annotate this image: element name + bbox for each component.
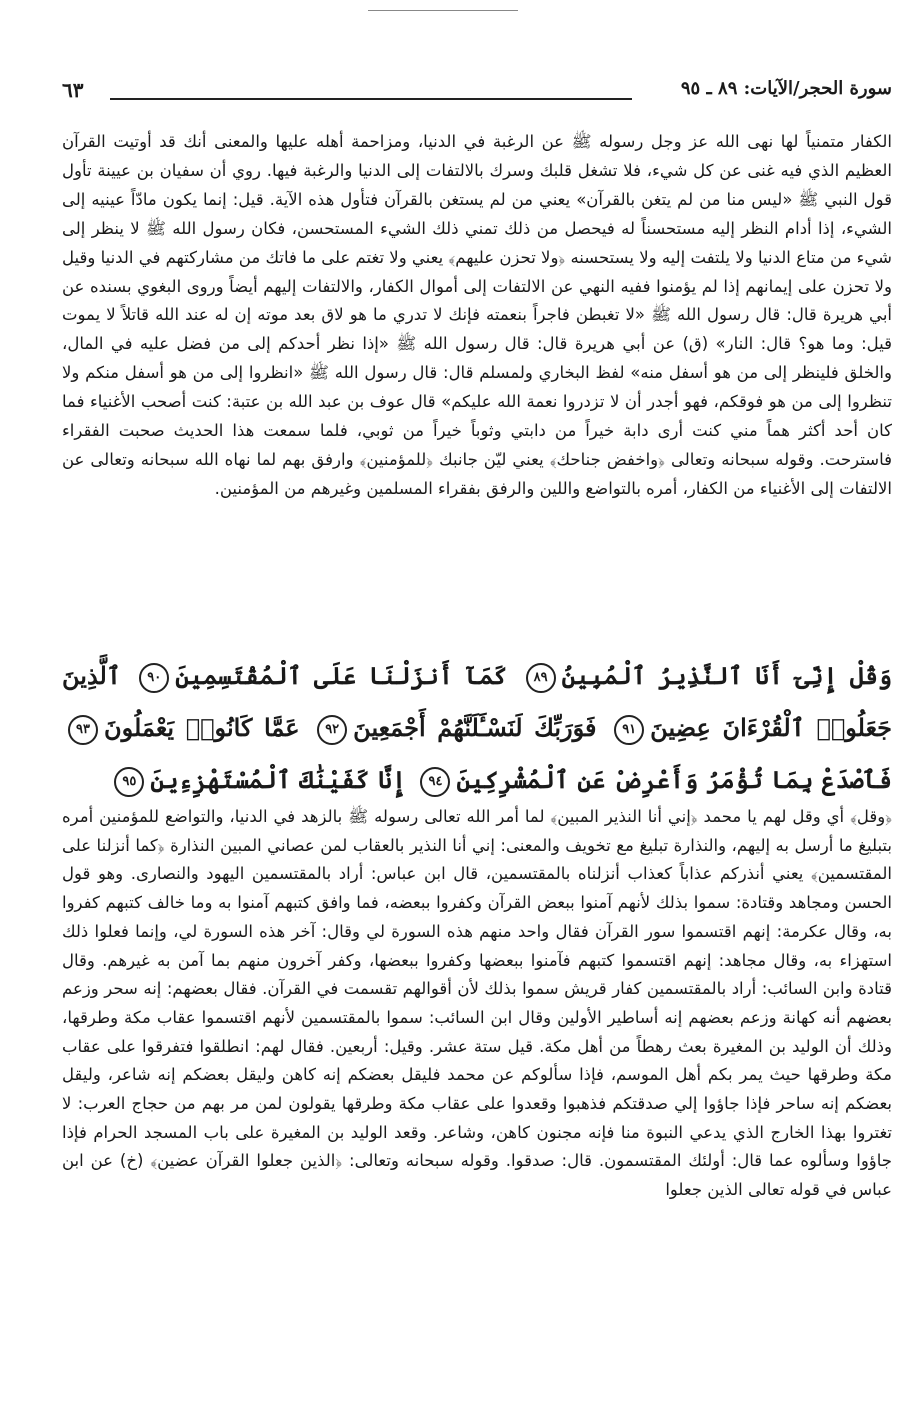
tafsir-text-bottom [62,803,892,1205]
top-scan-rule [368,10,518,11]
ayah-number-marker: ٩١ [614,715,644,745]
verse-text: عَمَّا كَانُوا۟ يَعْمَلُونَ [104,713,300,742]
verse-text: ٱلَّذِينَ جَعَلُوا۟ ٱلْقُرْءَانَ عِضِينَ [62,661,892,742]
verse-line [62,650,892,806]
ayah-number-marker: ٩٣ [68,715,98,745]
verse-text: وَقُلْ إِنِّىٓ أَنَا ٱلنَّذِيرُ ٱلْمُبِينُ [561,661,892,690]
page-number: ٦٣ [62,78,84,102]
tafsir-paragraph: ﴿وقل﴾ أي وقل لهم يا محمد ﴿إني أنا النذير المبين﴾ لما أمر الله تعالى رسوله ﷺ بالزهد في الدنيا، والتواضع للمؤمنين أمره بتبليغ ما أرسل به إليهم، والنذارة تبليغ مع تخويف والمعنى: إني أنا النذير بالعقاب لمن عصاني المبين النذارة ﴿كما أنزلنا على المقتسمين﴾ يعني أنذركم عذاباً كعذاب أنزلناه بالمقتسمين، قال ابن عباس: أراد بالمقتسمين اليهود والنصارى. وهو قول الحسن ومجاهد وقتادة: سموا بذلك لأنهم آمنوا ببعض القرآن وكفروا ببعضه، فما وافق كتبهم آمنوا به وما خالف كتبهم كفروا به، وقال عكرمة: إنهم اقتسموا سور القرآن فقال واحد منهم هذه السورة لي وقال: آخر هذه السورة لي، وإنما فعلوا ذلك استهزاء به، وقال مجاهد: إنهم اقتسموا كتبهم فآمنوا ببعضها وكفروا ببعضها، وكفر آخرون منهم بما آمن به غيرهم. وقال قتادة وابن السائب: أراد بالمقتسمين كفار قريش سموا بذلك لأن أقوالهم تقسمت في القرآن. فقال بعضهم: إنه سحر وزعم بعضهم أنه كهانة وزعم بعضهم إنه أساطير الأولين وقال ابن السائب: سموا بالمقتسمين لأنهم اقتسموا عقاب مكة وطرقها، وذلك أن الوليد بن المغيرة بعث رهطاً من أهل مكة. قيل ستة عشر. وقيل: أربعين. فقال لهم: انطلقوا فتفرقوا على عقاب مكة وطرقها حيث يمر بكم أهل الموسم، فإذا سألوكم عن محمد فليقل بعضكم إنه كاهن وليقل بعضكم إنه شاعر، وليقل بعضكم إنه ساحر فإذا جاؤوا إلي صدقتكم فذهبوا وقعدوا على عقاب مكة وطرقها يقولون لمن مر بهم من حجاج العرب: لا تغتروا بهذا الخارج الذي يدعي النبوة منا فإنه مجنون كاهن، وشاعر. وقعد الوليد بن المغيرة على باب المسجد الحرام فإذا جاؤوا وسألوه عما قال: أولئك المقتسمون. قال: صدقوا. وقوله سبحانه وتعالى: ﴿الذين جعلوا القرآن عضين﴾ (خ) عن ابن عباس في قوله تعالى الذين جعلوا [62,807,892,1200]
verse-text: إِنَّا كَفَيْنَٰكَ ٱلْمُسْتَهْزِءِينَ [150,765,407,794]
tafsir-paragraph: الكفار متمنياً لها نهى الله عز وجل رسوله ﷺ عن الرغبة في الدنيا، ومزاحمة أهله عليها والمعنى أنك قد أوتيت القرآن العظيم الذي فيه غنى عن كل شيء، فلا تشغل قلبك وسرك بالالتفات إلى الدنيا والرغبة فيها. روي أن سفيان بن عيينة تأول قول النبي ﷺ «ليس منا من لم يتغن بالقرآن» يعني من لم يستغن بالقرآن فتأول هذه الآية. قيل: إنما يكون مادّاً عينيه إلى الشيء، إذا أدام النظر إليه مستحسناً له فيحصل من ذلك تمني ذلك الشيء المستحسن، فكان رسول الله ﷺ لا ينظر إلى شيء من متاع الدنيا ولا يلتفت إليه ولا يستحسنه ﴿ولا تحزن عليهم﴾ يعني ولا تغتم على ما فاتك من مشاركتهم في الدنيا وقيل ولا تحزن على إيمانهم إذا لم يؤمنوا ففيه النهي عن الالتفات إلى أموال الكفار، والالتفات إليهم أيضاً وروى البغوي بسنده عن أبي هريرة قال: قال رسول الله ﷺ «لا تغبطن فاجراً بنعمته فإنك لا تدري ما هو لاق بعد موته إن له عند الله قاتلاً لا يموت قيل: وما هو؟ قال: النار» (ق) عن أبي هريرة قال: قال رسول الله ﷺ «إذا نظر أحدكم إلى من فضل عليه في المال، والخلق فلينظر إلى من هو أسفل منه» لفظ البخاري ولمسلم قال: قال رسول الله ﷺ «انظروا إلى من هو أسفل منكم ولا تنظروا إلى من هو فوقكم، فهو أجدر أن لا تزدروا نعمة الله عليكم» قال عوف بن عبد الله بن عتبة: كنت أصحب الأغنياء فما كان أحد أكثر هماً مني كنت أرى دابة خيراً من دابتي وثوباً خيراً من ثوبي، فلما سمعت هذا الحديث صحبت الفقراء فاسترحت. وقوله سبحانه وتعالى ﴿واخفض جناحك﴾ يعني ليّن جانبك ﴿للمؤمنين﴾ وارفق بهم لما نهاه الله سبحانه وتعالى عن الالتفات إلى الأغنياء من الكفار، أمره بالتواضع واللين والرفق بفقراء المسلمين وغيرهم من المؤمنين. [62,132,892,498]
ayah-number-marker: ٩٤ [420,767,450,797]
ayah-number-marker: ٩٥ [114,767,144,797]
ayah-number-marker: ٩٠ [139,663,169,693]
verse-text: فَٱصْدَعْ بِمَا تُؤْمَرُ وَأَعْرِضْ عَنِ ٱلْمُشْرِكِينَ [456,765,892,794]
header-rule [110,98,632,100]
verse-text: كَمَآ أَنزَلْنَا عَلَى ٱلْمُقْتَسِمِينَ [175,661,508,690]
tafsir-text-top [62,128,892,504]
ayah-number-marker: ٨٩ [526,663,556,693]
running-title: سورة الحجر/الآيات: ٨٩ ـ ٩٥ [680,78,892,99]
ayah-number-marker: ٩٢ [317,715,347,745]
verse-text: فَوَرَبِّكَ لَنَسْـَٔلَنَّهُمْ أَجْمَعِينَ [353,713,597,742]
page-header [62,70,892,110]
quran-verses [62,650,892,806]
